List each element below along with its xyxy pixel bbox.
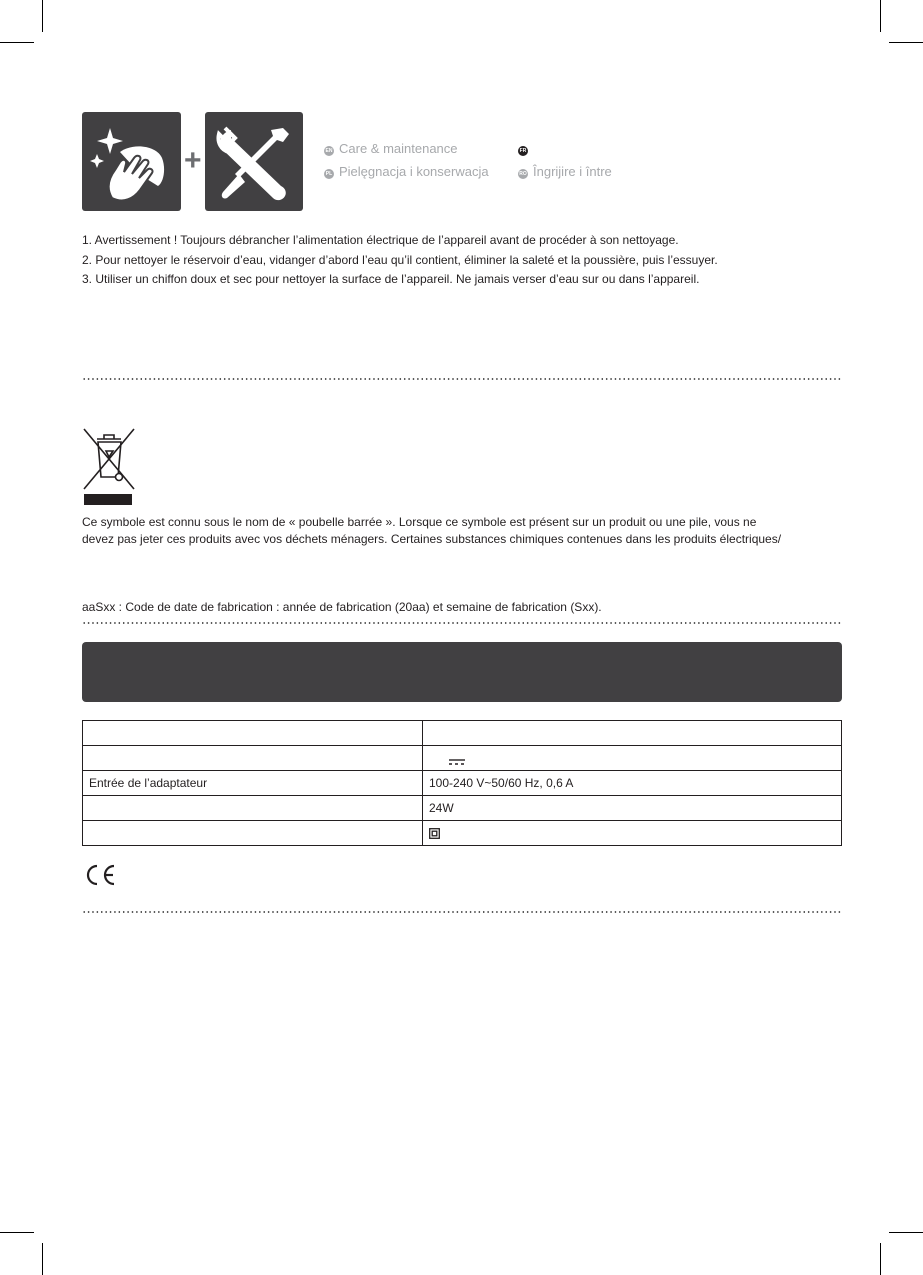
table-row: [83, 821, 842, 846]
specifications-banner: [82, 642, 842, 702]
care-step: 1. Avertissement ! Toujours débrancher l’alimentation électrique de l’appareil avant de procéder à son nettoyage.: [82, 233, 679, 247]
dotted-divider: [82, 622, 842, 624]
spec-value: [423, 746, 842, 771]
spec-label: Entrée de l’adaptateur: [83, 771, 423, 796]
dotted-divider: [82, 378, 842, 380]
date-code-note: aaSxx : Code de date de fabrication : année de fabrication (20aa) et semaine de fabrication (Sxx).: [82, 600, 602, 614]
weee-description-line-2: devez pas jeter ces produits avec vos déchets ménagers. Certaines substances chimiques contenues dans les produits électriques/: [82, 532, 782, 546]
table-row: [83, 796, 842, 821]
table-row: [83, 771, 842, 796]
lang-label-ro: [518, 164, 612, 179]
dc-current-icon: [449, 755, 465, 763]
tools-icon: [205, 112, 303, 211]
crop-mark-top-left-v: [42, 0, 43, 32]
lang-code-en: EN: [325, 148, 333, 154]
dotted-divider: [82, 911, 842, 913]
lang-code-ro: RO: [519, 171, 527, 177]
plus-icon: +: [184, 144, 202, 177]
table-row: [83, 721, 842, 746]
crop-mark-top-right-v: [880, 0, 881, 32]
crop-mark-bottom-right-h: [889, 1232, 923, 1233]
lang-label-fr: [518, 141, 533, 156]
crop-mark-bottom-right-v: [880, 1243, 881, 1275]
spec-value: [423, 721, 842, 746]
spec-label: [83, 821, 423, 846]
crossed-bin-icon: [82, 427, 136, 507]
crop-mark-top-right-h: [889, 42, 923, 43]
lang-text-en: Care & maintenance: [339, 141, 458, 156]
specifications-table: [82, 720, 842, 846]
spec-value: 24W: [423, 796, 842, 821]
care-step: 2. Pour nettoyer le réservoir d’eau, vidanger d’abord l’eau qu’il contient, éliminer la saleté et la poussière, puis l’essuyer.: [82, 252, 718, 267]
cleaning-icon: [82, 112, 181, 211]
spec-value: 100-240 V~50/60 Hz, 0,6 A: [423, 771, 842, 796]
spec-label: [83, 746, 423, 771]
lang-code-pl: PL: [325, 171, 333, 177]
spec-value: [423, 821, 842, 846]
spec-label: [83, 796, 423, 821]
weee-description-line-1: Ce symbole est connu sous le nom de « poubelle barrée ». Lorsque ce symbole est présent sur un produit ou une pile, vous ne: [82, 515, 757, 529]
spec-label: [83, 721, 423, 746]
lang-label-en: [324, 141, 458, 156]
class-ii-icon: [429, 828, 440, 839]
lang-text-ro: Îngrijire i între: [533, 164, 612, 179]
lang-text-pl: Pielęgnacja i konserwacja: [339, 164, 489, 179]
table-row: [83, 746, 842, 771]
crop-mark-top-left-h: [0, 42, 34, 43]
care-step: 3. Utiliser un chiffon doux et sec pour nettoyer la surface de l’appareil. Ne jamais verser d’eau sur ou dans l’appareil.: [82, 272, 700, 286]
crop-mark-bottom-left-v: [42, 1243, 43, 1275]
lang-label-pl: [324, 164, 489, 179]
lang-code-fr: FR: [519, 148, 527, 154]
ce-mark-icon: [84, 864, 116, 886]
crop-mark-bottom-left-h: [0, 1232, 34, 1233]
care-instructions: [82, 231, 842, 290]
